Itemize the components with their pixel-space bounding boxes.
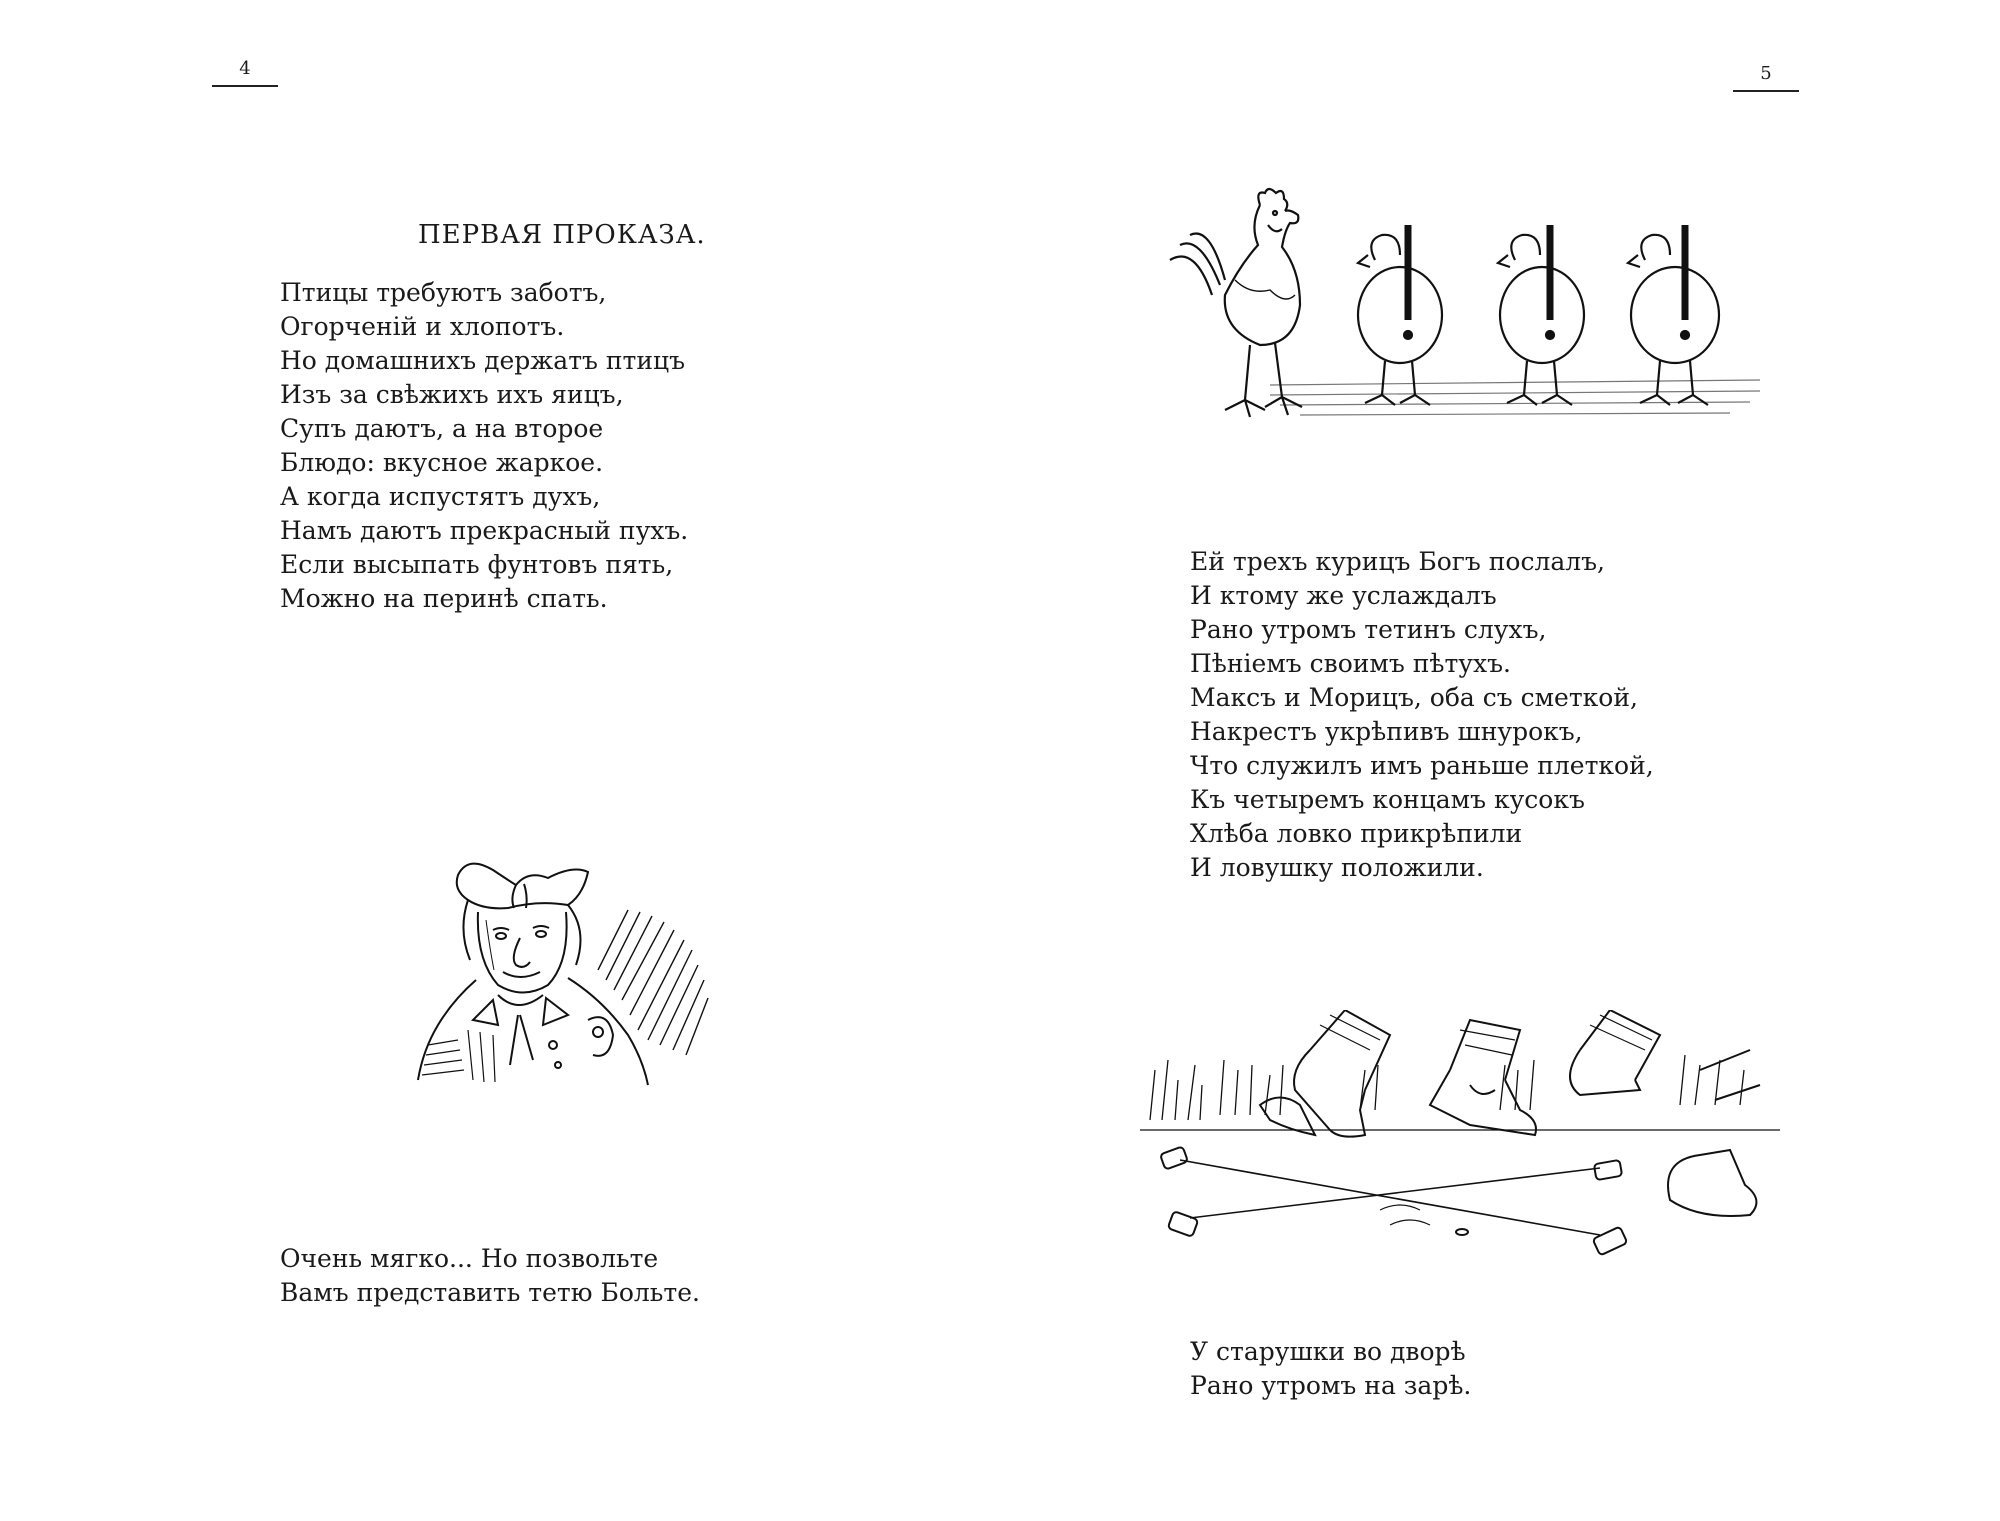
verse-line: И ктому же услаждалъ [1190, 581, 1497, 610]
verse-line: Вамъ представить тетю Больте. [280, 1278, 700, 1307]
verse-line: Огорченій и хлопотъ. [280, 312, 565, 341]
page-number-left: 4 [212, 58, 278, 87]
rooster-and-hens-illustration [1150, 185, 1770, 465]
verse-line: Очень мягко... Но позвольте [280, 1244, 659, 1273]
hen-1 [1358, 225, 1442, 405]
verse-line: Блюдо: вкусное жаркое. [280, 448, 604, 477]
old-woman-illustration [398, 850, 728, 1090]
verse-line: Рано утромъ тетинъ слухъ, [1190, 615, 1547, 644]
verse-line: Намъ даютъ прекрасный пухъ. [280, 516, 689, 545]
verse-line: Къ четыремъ концамъ кусокъ [1190, 785, 1585, 814]
verse-line: Хлѣба ловко прикрѣпили [1190, 819, 1523, 848]
verse-line: Супъ даютъ, а на второе [280, 414, 604, 443]
verse-line: Птицы требуютъ заботъ, [280, 278, 607, 307]
page-number-right: 5 [1733, 63, 1799, 92]
verse-line: Изъ за свѣжихъ ихъ яицъ, [280, 380, 624, 409]
verse-line: Но домашнихъ держатъ птицъ [280, 346, 686, 375]
verse-line: Если высыпать фунтовъ пять, [280, 550, 674, 579]
left-stanza-2 [280, 1242, 700, 1310]
verse-line: И ловушку положили. [1190, 853, 1484, 882]
chapter-title: ПЕРВАЯ ПРОКАЗА. [418, 220, 706, 250]
right-stanza-1 [1190, 545, 1654, 885]
verse-line: Можно на перинѣ спать. [280, 584, 608, 613]
trap-illustration [1140, 1010, 1780, 1270]
verse-line: Ей трехъ курицъ Богъ послалъ, [1190, 547, 1605, 576]
hen-3 [1628, 225, 1719, 405]
left-stanza-1 [280, 276, 688, 616]
right-stanza-2 [1190, 1335, 1471, 1403]
verse-line: У старушки во дворѣ [1190, 1337, 1466, 1366]
verse-line: Пѣніемъ своимъ пѣтухъ. [1190, 649, 1511, 678]
verse-line: Что служилъ имъ раньше плеткой, [1190, 751, 1654, 780]
verse-line: Максъ и Морицъ, оба съ сметкой, [1190, 683, 1638, 712]
verse-line: А когда испустятъ духъ, [280, 482, 601, 511]
verse-line: Рано утромъ на зарѣ. [1190, 1371, 1472, 1400]
hen-2 [1498, 225, 1584, 405]
verse-line: Накрестъ укрѣпивъ шнурокъ, [1190, 717, 1583, 746]
